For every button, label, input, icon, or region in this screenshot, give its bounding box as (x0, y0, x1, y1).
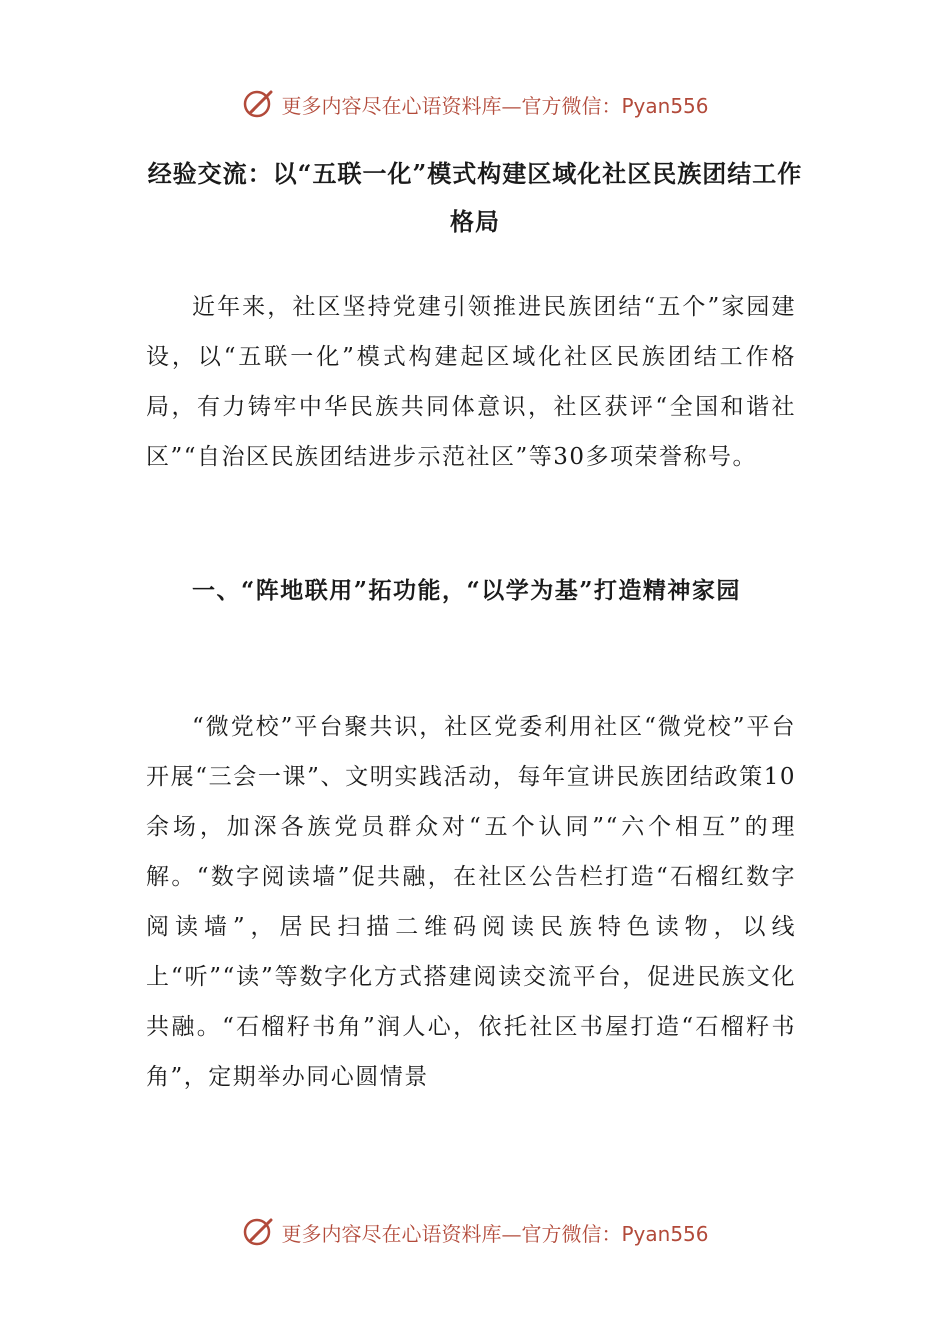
watermark-label: 更多内容尽在心语资料库 (281, 93, 502, 118)
page-title: 经验交流：以“五联一化”模式构建区域化社区民族团结工作格局 (147, 159, 803, 236)
brush-circle-logo-icon (241, 1214, 277, 1250)
watermark-label: 更多内容尽在心语资料库 (281, 1221, 502, 1246)
wechat-id: Pyan556 (621, 1221, 709, 1246)
section-heading: 一、“阵地联用”拓功能，“以学为基”打造精神家园 (192, 577, 741, 604)
watermark-contact: —官方微信：Pyan556 (501, 1221, 709, 1246)
intro-paragraph: 近年来，社区坚持党建引领推进民族团结“五个”家园建设，以“五联一化”模式构建起区域化社区民族团结工作格局，有力铸牢中华民族共同体意识，社区获评“全国和谐社区”“自治区民族团结进步示范社区”等30多项荣誉称号。 (146, 294, 796, 470)
watermark-banner-bottom (0, 1212, 950, 1252)
watermark-contact: —官方微信：Pyan556 (501, 93, 709, 118)
watermark-banner-top (0, 84, 950, 124)
section-body-paragraph: “微党校”平台聚共识，社区党委利用社区“微党校”平台开展“三会一课”、文明实践活动，每年宣讲民族团结政策10余场，加深各族党员群众对“五个认同”“六个相互”的理解。“数字阅读墙”促共融，在社区公告栏打造“石榴红数字阅读墙”，居民扫描二维码阅读民族特色读物，以线上“听”“读”等数字化方式搭建阅读交流平台，促进民族文化共融。“石榴籽书角”润人心，依托社区书屋打造“石榴籽书角”，定期举办同心圆情景 (146, 714, 796, 1090)
brush-circle-logo-icon (241, 86, 277, 122)
wechat-id: Pyan556 (621, 93, 709, 118)
